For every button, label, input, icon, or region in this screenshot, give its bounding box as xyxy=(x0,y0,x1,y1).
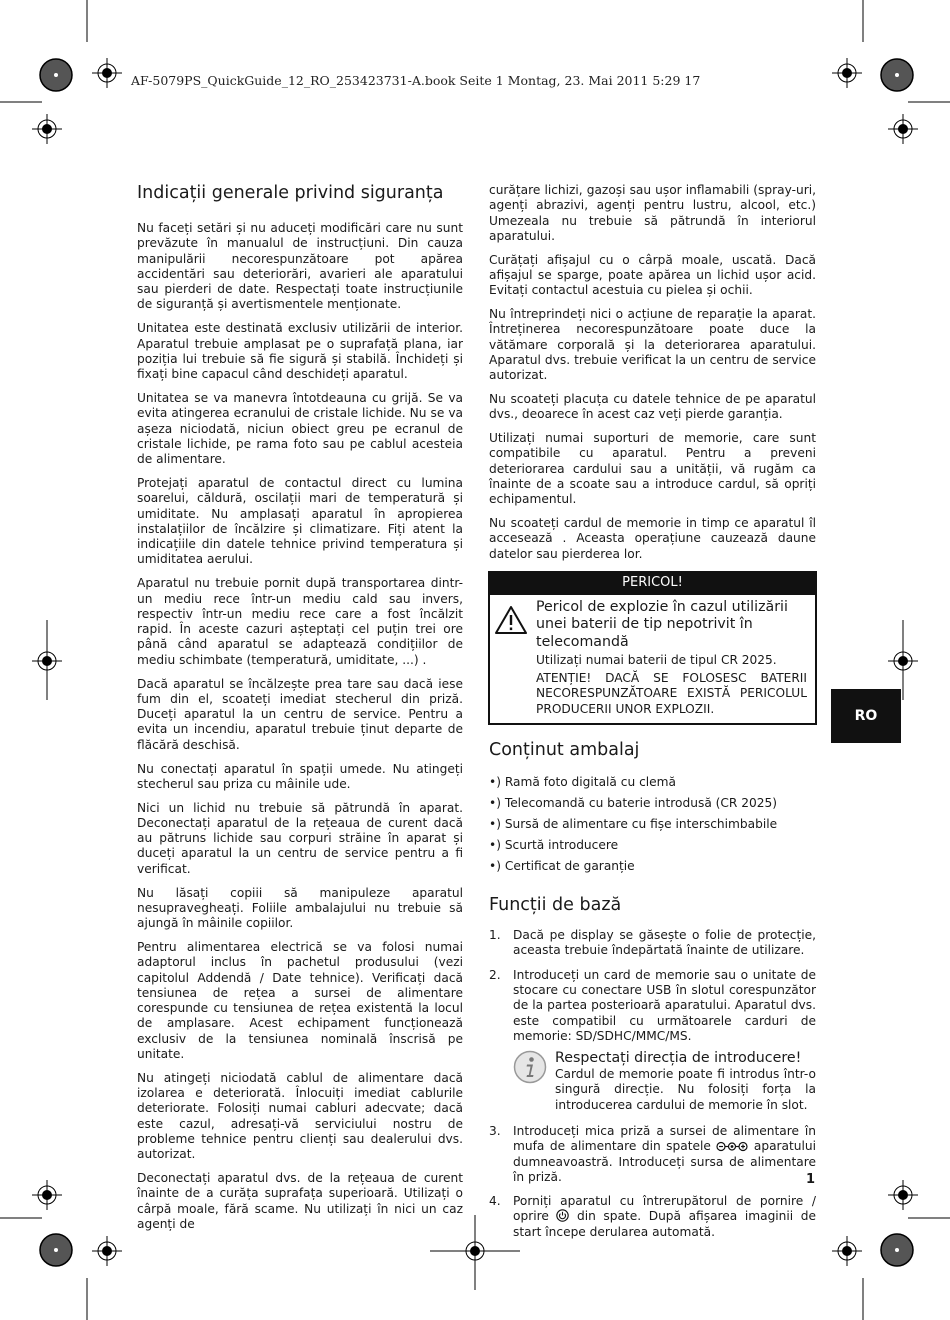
package-heading: Conținut ambalaj xyxy=(489,740,640,761)
step-text: aparatului dumneavoastră. Introduceți sursa de alimentare în priză. xyxy=(513,1139,817,1184)
registration-mark xyxy=(92,58,122,88)
step-number: 3. xyxy=(489,1124,501,1138)
registration-mark xyxy=(32,1180,62,1210)
paragraph: Unitatea este destinată exclusiv utilizării de interior. Aparatul trebuie amplasat pe o suprafață plana, iar poziția lui trebuie să fie sigură și stabilă. Închideți și fixați bine capacul când deschideți aparatul. xyxy=(137,321,463,382)
registration-mark xyxy=(832,58,862,88)
step-item xyxy=(489,1124,816,1185)
note-text: Cardul de memorie poate fi introdus într-o singură direcție. Nu folosiți forța la introducerea cardului de memorie în slot. xyxy=(555,1067,816,1112)
step-text: din spate. După afișarea imaginii de start începe derularea automată. xyxy=(513,1209,816,1239)
list-item: •) Scurtă introducere xyxy=(489,838,619,853)
step-text: Dacă pe display se găsește o folie de protecție, aceasta trebuie îndepărtată înainte de utilizare. xyxy=(513,928,816,958)
registration-mark xyxy=(32,114,62,144)
dc-polarity-icon xyxy=(716,1141,748,1152)
list-item: •) Certificat de garanție xyxy=(489,859,635,874)
paragraph: Deconectați aparatul dvs. de la rețeaua de curent înainte de a curăța suprafața superioară. Utilizați o cârpă moale, fără scame. Nu utilizați în nici un caz agenți de xyxy=(137,1171,463,1232)
step-text: Introduceți un card de memorie sau o unitate de stocare cu conectare USB în slotul corespunzător de la partea posterioară aparatului. Aparatul dvs. este compatibil cu următoarele carduri de memorie: SD/SDHC/MMC/MS. xyxy=(513,967,816,1043)
paragraph: Unitatea se va manevra întotdeauna cu grijă. Se va evita atingerea ecranului de cristale lichide. Nu se va așeza niciodată, niciun obiect greu pe ecranul de cristale lichide, pe rama foto sau pe cablul acesteia de alimentare. xyxy=(137,390,463,467)
step-text: Introduceți mica priză a sursei de alimentare în mufa de alimentare din spatele xyxy=(513,1124,816,1154)
star-target-mark xyxy=(881,1234,913,1266)
power-icon xyxy=(556,1209,569,1222)
paragraph: Nici un lichid nu trebuie să pătrundă în aparat. Deconectați aparatul de la rețeaua de curent dacă au pătruns lichide sau corpuri străine în aparat și duceți aparatul la un centru de service pentru a fi verificat. xyxy=(137,800,463,876)
paragraph: Pentru alimentarea electrică se va folosi numai adaptorul inclus în pachetul produsului (vezi capitolul Addendă / Date tehnice). Verificați dacă tensiunea de rețea a sursei de alimentare corespunde cu tensiunea de rețea existentă la locul de amplasare. Acest echipament funcționează exclusiv de la tensiunea nominală înscrisă pe unitate. xyxy=(137,939,463,1062)
info-icon xyxy=(513,1050,547,1084)
step-number: 4. xyxy=(489,1194,501,1209)
star-target-mark xyxy=(40,59,72,91)
paragraph: Nu scoateți placuța cu datele tehnice de pe aparatul dvs., deoarece în acest caz veți pierde garanția. xyxy=(489,392,816,422)
paragraph: Nu lăsați copiii să manipuleze aparatul nesupravegheați. Foliile ambalajului nu trebuie să ajungă în mâinile copiilor. xyxy=(137,885,463,931)
page-number: 1 xyxy=(806,1172,816,1187)
file-header-line: AF-5079PS_QuickGuide_12_RO_253423731-A.book Seite 1 Montag, 23. Mai 2011 5:29 17 xyxy=(131,73,701,88)
step-number: 2. xyxy=(489,967,501,982)
functions-steps xyxy=(489,928,816,1240)
note-title: Respectați direcția de introducere! xyxy=(555,1050,802,1067)
star-target-mark xyxy=(881,59,913,91)
info-note xyxy=(513,1050,816,1113)
language-tab: RO xyxy=(831,689,901,743)
registration-mark xyxy=(888,114,918,144)
safety-heading: Indicații generale privind siguranța xyxy=(137,183,444,203)
list-item: •) Ramă foto digitală cu clemă xyxy=(489,775,677,790)
functions-heading: Funcții de bază xyxy=(489,895,622,916)
paragraph: Nu întreprindeți nici o acțiune de reparație la aparat. Întreținerea necorespunzătoare poate duce la vătămare corporală și la deteriorarea aparatului. Aparatul dvs. trebuie verificat la un centru de service autorizat. xyxy=(489,307,816,383)
paragraph: Aparatul nu trebuie pornit după transportarea dintr-un mediu rece într-un mediu cald sau invers, respectiv într-un mediu rece care a fost încălzit rapid. În aceste cazuri așteptați cel puțin trei ore până când aparatul se adaptează condițiilor de mediu schimbate (temperatură, umiditate, ...) . xyxy=(137,576,463,667)
warning-title: Pericol de explozie în cazul utilizării unei baterii de tip nepotrivit în telecomandă xyxy=(536,598,788,650)
paragraph: Nu atingeți niciodată cablul de alimentare dacă izolarea e deteriorată. Înlocuiți imediat cablurile deteriorate. Folosiți numai cabluri adecvate; dacă este cazul, adresați-vă serviciului nostru de probleme tehnice pentru clienți sau dealerului dvs. autorizat. xyxy=(137,1070,463,1162)
step-item xyxy=(489,968,816,1115)
paragraph: Nu scoateți cardul de memorie in timp ce aparatul îl accesează . Aceasta operațiune cauzează daune datelor sau pierderea lor. xyxy=(489,516,816,561)
step-text: Porniți aparatul cu întrerupătorul de pornire / oprire xyxy=(513,1194,816,1224)
danger-warning-box xyxy=(488,571,817,726)
paragraph: Nu conectați aparatul în spații umede. Nu atingeți stecherul sau priza cu mâinile ude. xyxy=(137,761,463,791)
step-item xyxy=(489,928,816,959)
registration-mark xyxy=(832,1236,862,1266)
warning-line: Utilizați numai baterii de tipul CR 2025. xyxy=(536,653,777,668)
registration-mark xyxy=(92,1236,122,1266)
paragraph: curățare lichizi, gazoși sau ușor inflamabili (spray-uri, agenți abrazivi, agenți pentru lustru, alcool, etc.) Umezeala nu trebuie să pătrundă în interiorul aparatului. xyxy=(489,183,816,243)
warning-triangle-icon xyxy=(494,605,528,635)
step-number: 1. xyxy=(489,928,501,943)
paragraph: Nu faceți setări și nu aduceți modificări care nu sunt prevăzute în manualul de instrucțiuni. Din cauza manipulării necorespunzătoare pot apărea accidentări sau deteriorări, avarieri ale aparatului sau pierderi de date. Respectați toate instrucțiunile de siguranță și avertismentele menționate. xyxy=(137,221,463,312)
paragraph: Protejați aparatul de contactul direct cu lumina soarelui, căldură, oscilații mari de temperatură și umiditate. Nu amplasați aparatul în apropierea instalațiilor de încălzire și climatizare. Fiți atent la indicațiile din datele tehnice privind temperatura și umiditatea aerului. xyxy=(137,475,463,567)
list-item: •) Telecomandă cu baterie introdusă (CR 2025) xyxy=(489,796,778,811)
paragraph: Curățați afișajul cu o cârpă moale, uscată. Dacă afișajul se sparge, poate apărea un lichid ușor acid. Evitați contactul acestuia cu pielea și ochii. xyxy=(489,252,816,298)
step-item xyxy=(489,1194,816,1240)
warning-caps-text: ATENȚIE! DACĂ SE FOLOSESC BATERII NECORESPUNZĂTOARE EXISTĂ PERICOLUL PRODUCERII UNOR EXPLOZII. xyxy=(536,670,807,716)
paragraph: Dacă aparatul se încălzește prea tare sau dacă iese fum din el, scoateți imediat stecherul din priză. Duceți aparatul la un centru de service. Pentru a evita un incendiu, aparatul trebuie ținut departe de flăcără deschisă. xyxy=(137,676,463,752)
paragraph: Utilizați numai suporturi de memorie, care sunt compatibile cu aparatul. Pentru a preveni deteriorarea cardului sau a unității, vă rugăm ca înainte de a scoate sau a introduce cardul, să opriți echipamentul. xyxy=(489,431,816,507)
warning-header: PERICOL! xyxy=(490,573,815,595)
list-item: •) Sursă de alimentare cu fișe interschimbabile xyxy=(489,817,778,832)
registration-mark xyxy=(888,1180,918,1210)
package-list xyxy=(489,775,816,874)
left-column xyxy=(137,182,463,1241)
right-column xyxy=(489,183,816,1249)
star-target-mark xyxy=(40,1234,72,1266)
